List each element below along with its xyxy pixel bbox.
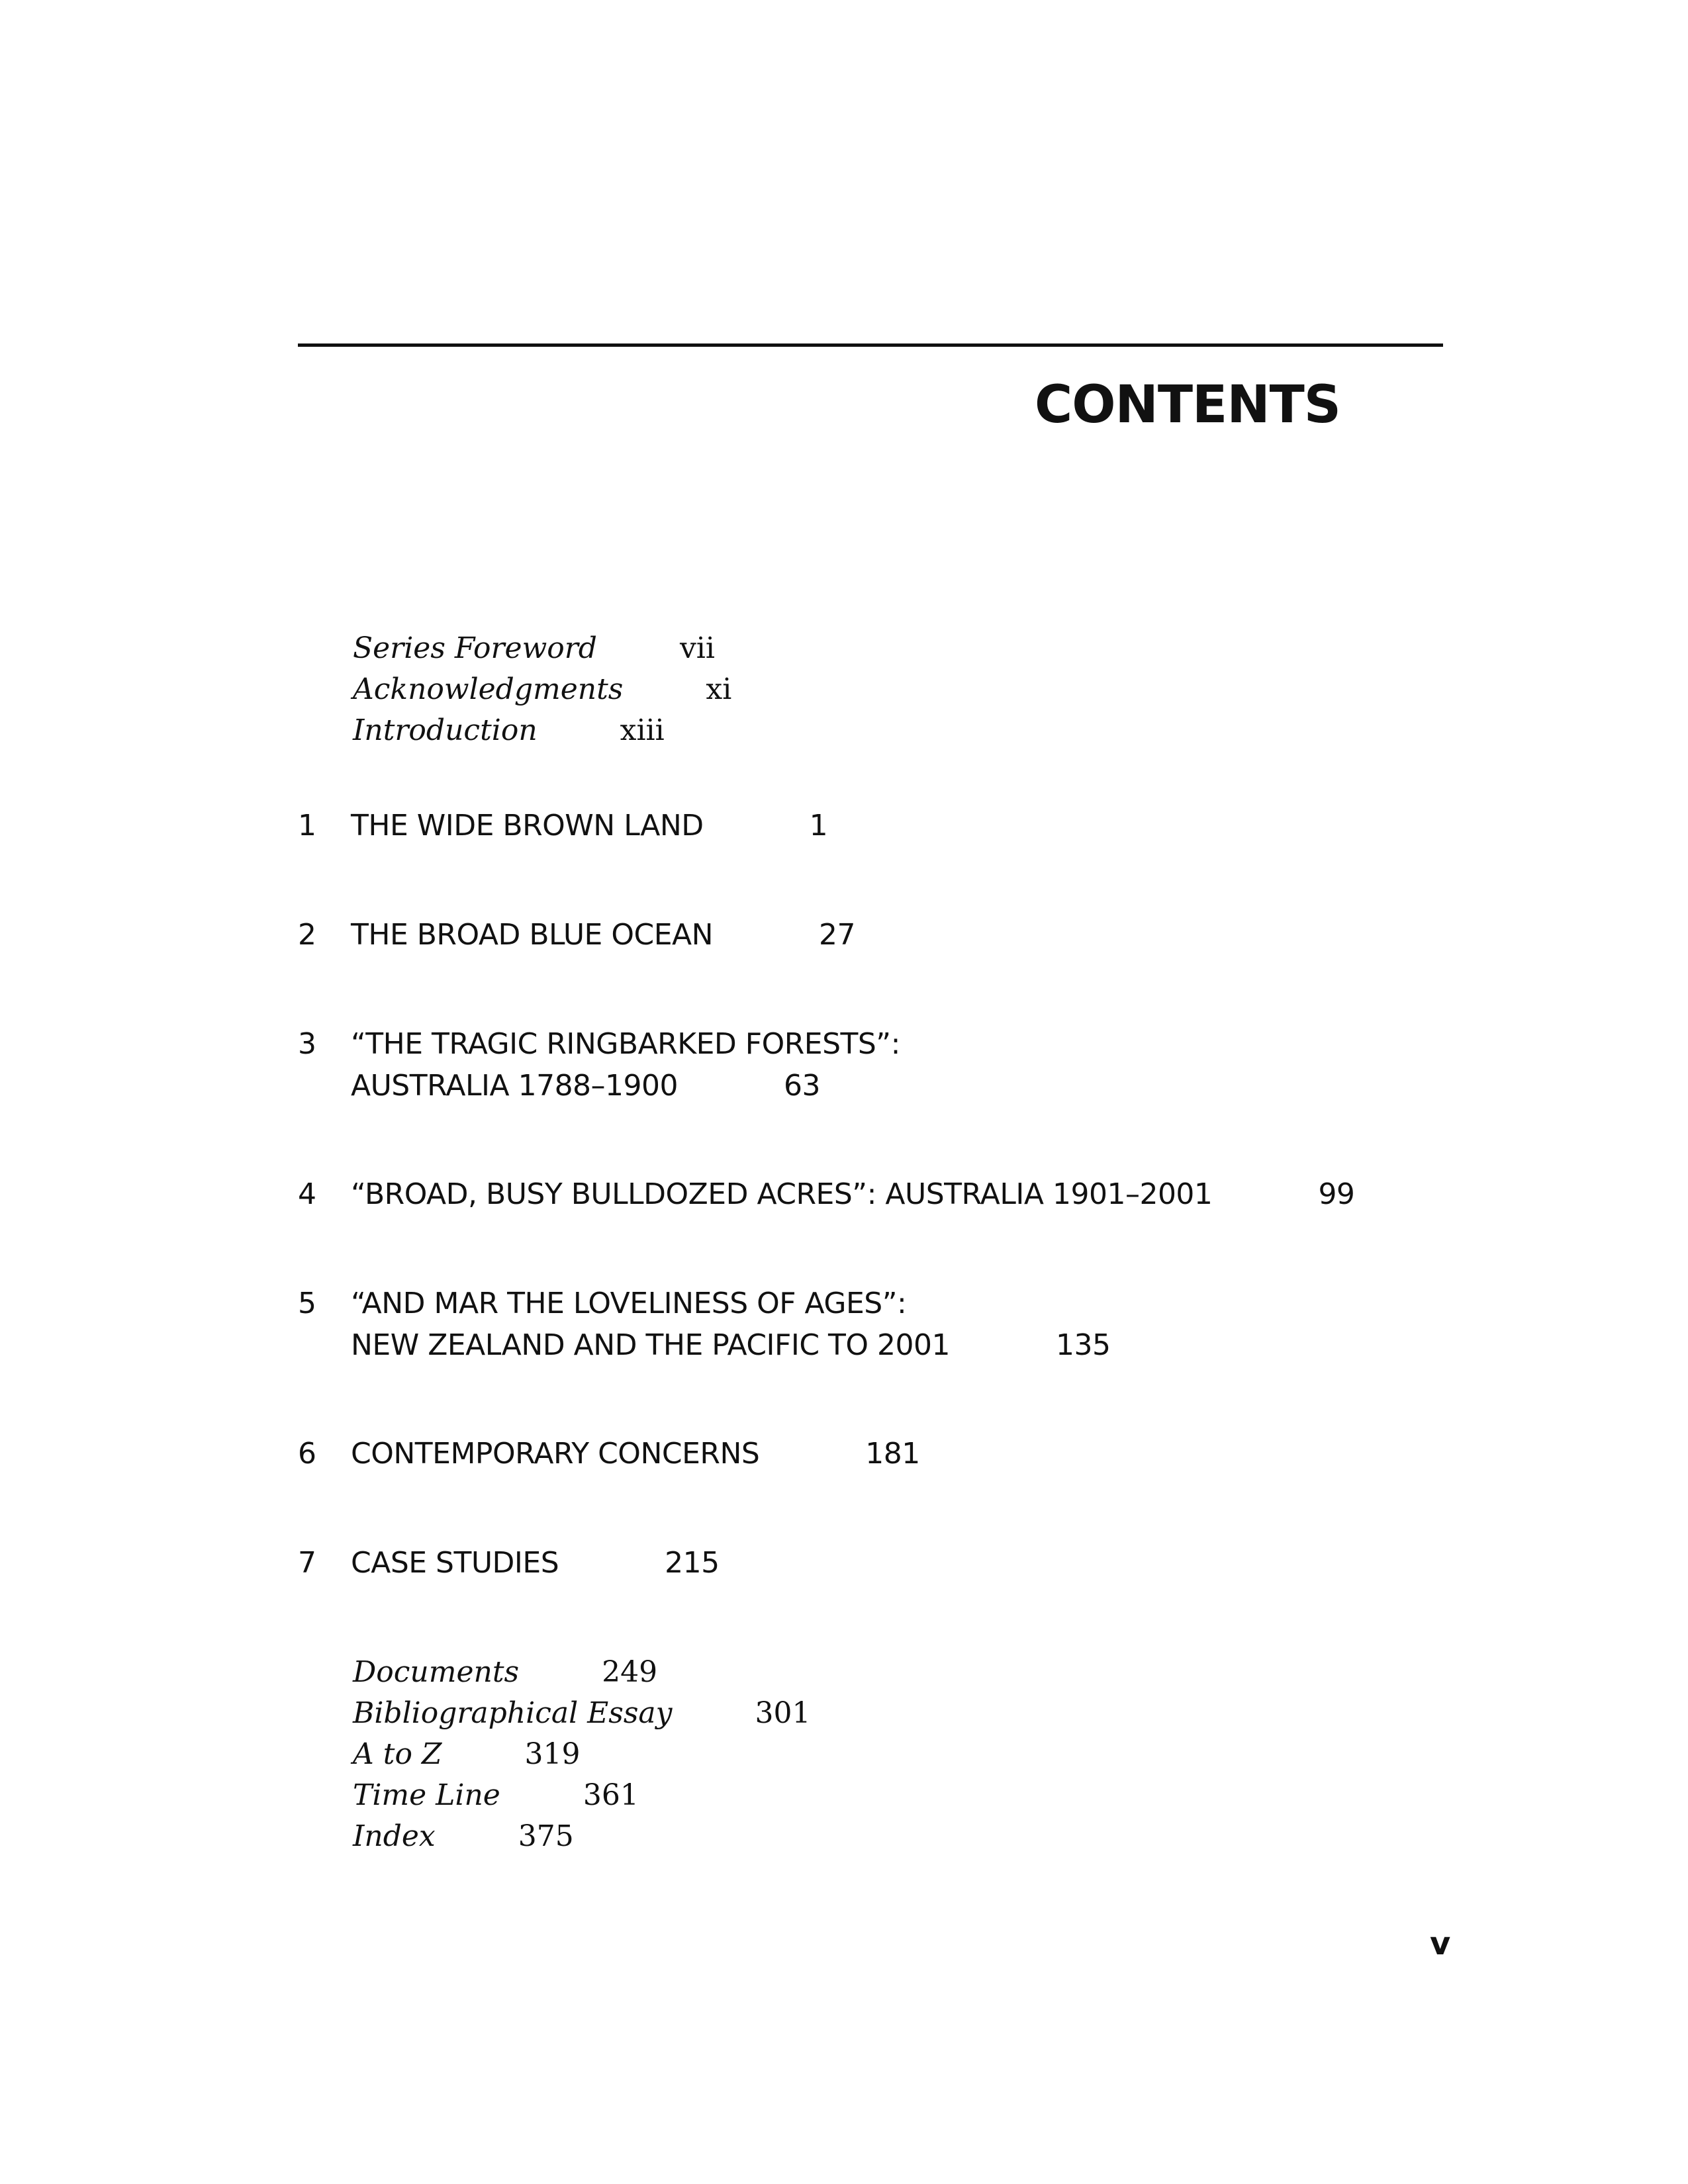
chapter-title-line: AUSTRALIA 1788–1900 63 <box>351 1069 821 1103</box>
chapter-page: 27 <box>819 918 856 952</box>
chapter-title-line: THE BROAD BLUE OCEAN 27 <box>351 918 856 952</box>
chapter-page: 99 <box>1318 1177 1355 1211</box>
chapter-title-line: NEW ZEALAND AND THE PACIFIC TO 2001 135 <box>351 1328 1111 1362</box>
entry-label: Bibliographical Essay <box>353 1696 673 1730</box>
chapter-number: 3 <box>298 1027 316 1061</box>
chapter-page: 63 <box>784 1069 821 1103</box>
front-matter-entry <box>353 713 665 747</box>
chapter-title-line: CASE STUDIES 215 <box>351 1546 720 1580</box>
entry-page: xi <box>706 672 732 706</box>
chapter-number: 7 <box>298 1546 316 1580</box>
entry-label: Acknowledgments <box>353 672 624 706</box>
chapter-title-line: CONTEMPORARY CONCERNS 181 <box>351 1437 920 1471</box>
entry-label: A to Z <box>353 1737 442 1771</box>
back-matter-entry <box>353 1696 811 1730</box>
chapter-page: 135 <box>1056 1328 1111 1362</box>
entry-label: Index <box>353 1819 436 1853</box>
chapter-page: 181 <box>865 1437 920 1471</box>
header-rule <box>298 343 1443 347</box>
chapter-title-line: “BROAD, BUSY BULLDOZED ACRES”: AUSTRALIA 1901–2001 99 <box>351 1177 1355 1211</box>
chapter-number: 4 <box>298 1177 316 1211</box>
entry-label: Introduction <box>353 713 538 747</box>
chapter-number: 2 <box>298 918 316 952</box>
chapter-page: 1 <box>809 809 828 842</box>
entry-page: 249 <box>602 1655 658 1689</box>
chapter-title-line: THE WIDE BROWN LAND 1 <box>351 809 828 842</box>
chapter-title-line: “THE TRAGIC RINGBARKED FORESTS”: <box>351 1027 900 1061</box>
chapter-page: 215 <box>665 1546 720 1580</box>
entry-page: 375 <box>518 1819 574 1853</box>
entry-page: vii <box>679 631 715 665</box>
entry-label: Documents <box>353 1655 520 1689</box>
page-title: CONTENTS <box>1035 375 1340 435</box>
chapter-number: 5 <box>298 1287 316 1320</box>
entry-page: 361 <box>583 1778 639 1812</box>
chapter-number: 1 <box>298 809 316 842</box>
back-matter-entry <box>353 1655 658 1689</box>
entry-label: Series Foreword <box>353 631 597 665</box>
back-matter-entry <box>353 1737 581 1771</box>
back-matter-entry <box>353 1778 639 1812</box>
front-matter-entry <box>353 672 732 706</box>
chapter-title-line: “AND MAR THE LOVELINESS OF AGES”: <box>351 1287 907 1320</box>
front-matter-entry <box>353 631 715 665</box>
entry-page: xiii <box>620 713 665 747</box>
chapter-number: 6 <box>298 1437 316 1471</box>
back-matter-entry <box>353 1819 574 1853</box>
entry-page: 301 <box>755 1696 811 1730</box>
page-number: v <box>1430 1925 1451 1962</box>
entry-page: 319 <box>524 1737 581 1771</box>
entry-label: Time Line <box>353 1778 500 1812</box>
